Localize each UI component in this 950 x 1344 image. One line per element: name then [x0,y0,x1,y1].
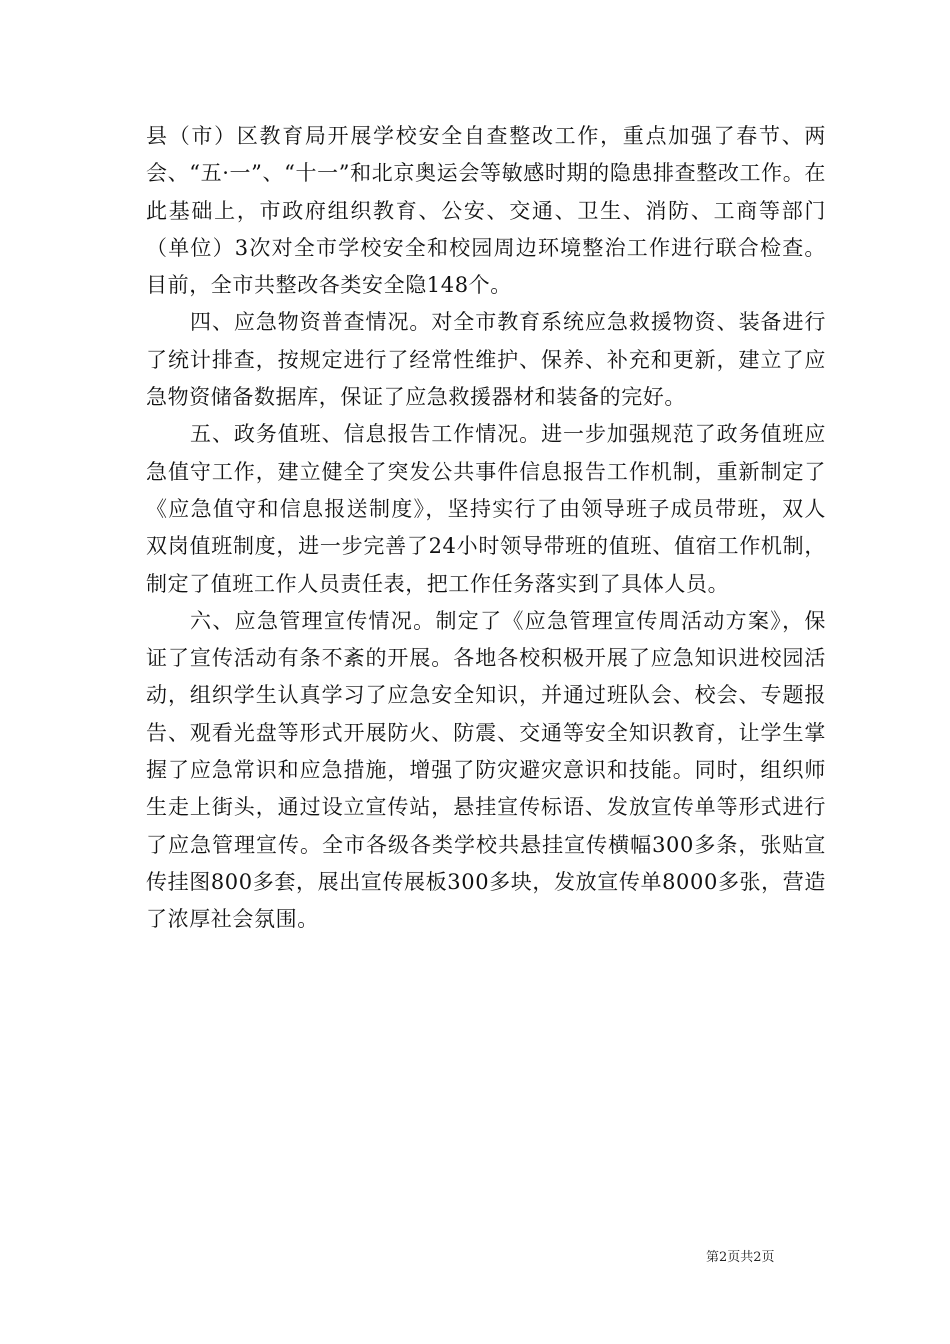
paragraph-publicity: 六、应急管理宣传情况。制定了《应急管理宣传周活动方案》，保证了宣传活动有条不紊的开展。各地各校积极开展了应急知识进校园活动，组织学生认真学习了应急安全知识，并通过班队会、校会、专题报告、观看光盘等形式开展防火、防震、交通等安全知识教育，让学生掌握了应急常识和应急措施，增强了防灾避灾意识和技能。同时，组织师生走上街头，通过设立宣传站，悬挂宣传标语、发放宣传单等形式进行了应急管理宣传。全市各级各类学校共悬挂宣传横幅300多条，张贴宣传挂图800多套，展出宣传展板300多块，发放宣传单8000多张，营造了浓厚社会氛围。 [146,608,826,932]
paragraph-continuation: 县（市）区教育局开展学校安全自查整改工作，重点加强了春节、两会、“五·一”、“十一”和北京奥运会等敏感时期的隐患排查整改工作。在此基础上，市政府组织教育、公安、交通、卫生、消防、工商等部门（单位）3次对全市学校安全和校园周边环境整治工作进行联合检查。目前，全市共整改各类安全隐148个。 [146,124,826,298]
paragraph-duty-reporting: 五、政务值班、信息报告工作情况。进一步加强规范了政务值班应急值守工作，建立健全了突发公共事件信息报告工作机制，重新制定了《应急值守和信息报送制度》，坚持实行了由领导班子成员带班，双人双岗值班制度，进一步完善了24小时领导带班的值班、值宿工作机制，制定了值班工作人员责任表，把工作任务落实到了具体人员。 [146,422,826,596]
paragraph-emergency-supplies: 四、应急物资普查情况。对全市教育系统应急救援物资、装备进行了统计排查，按规定进行了经常性维护、保养、补充和更新，建立了应急物资储备数据库，保证了应急救援器材和装备的完好。 [146,310,826,410]
page-number-footer: 第2页共2页 [706,1250,775,1265]
document-body [146,118,826,939]
